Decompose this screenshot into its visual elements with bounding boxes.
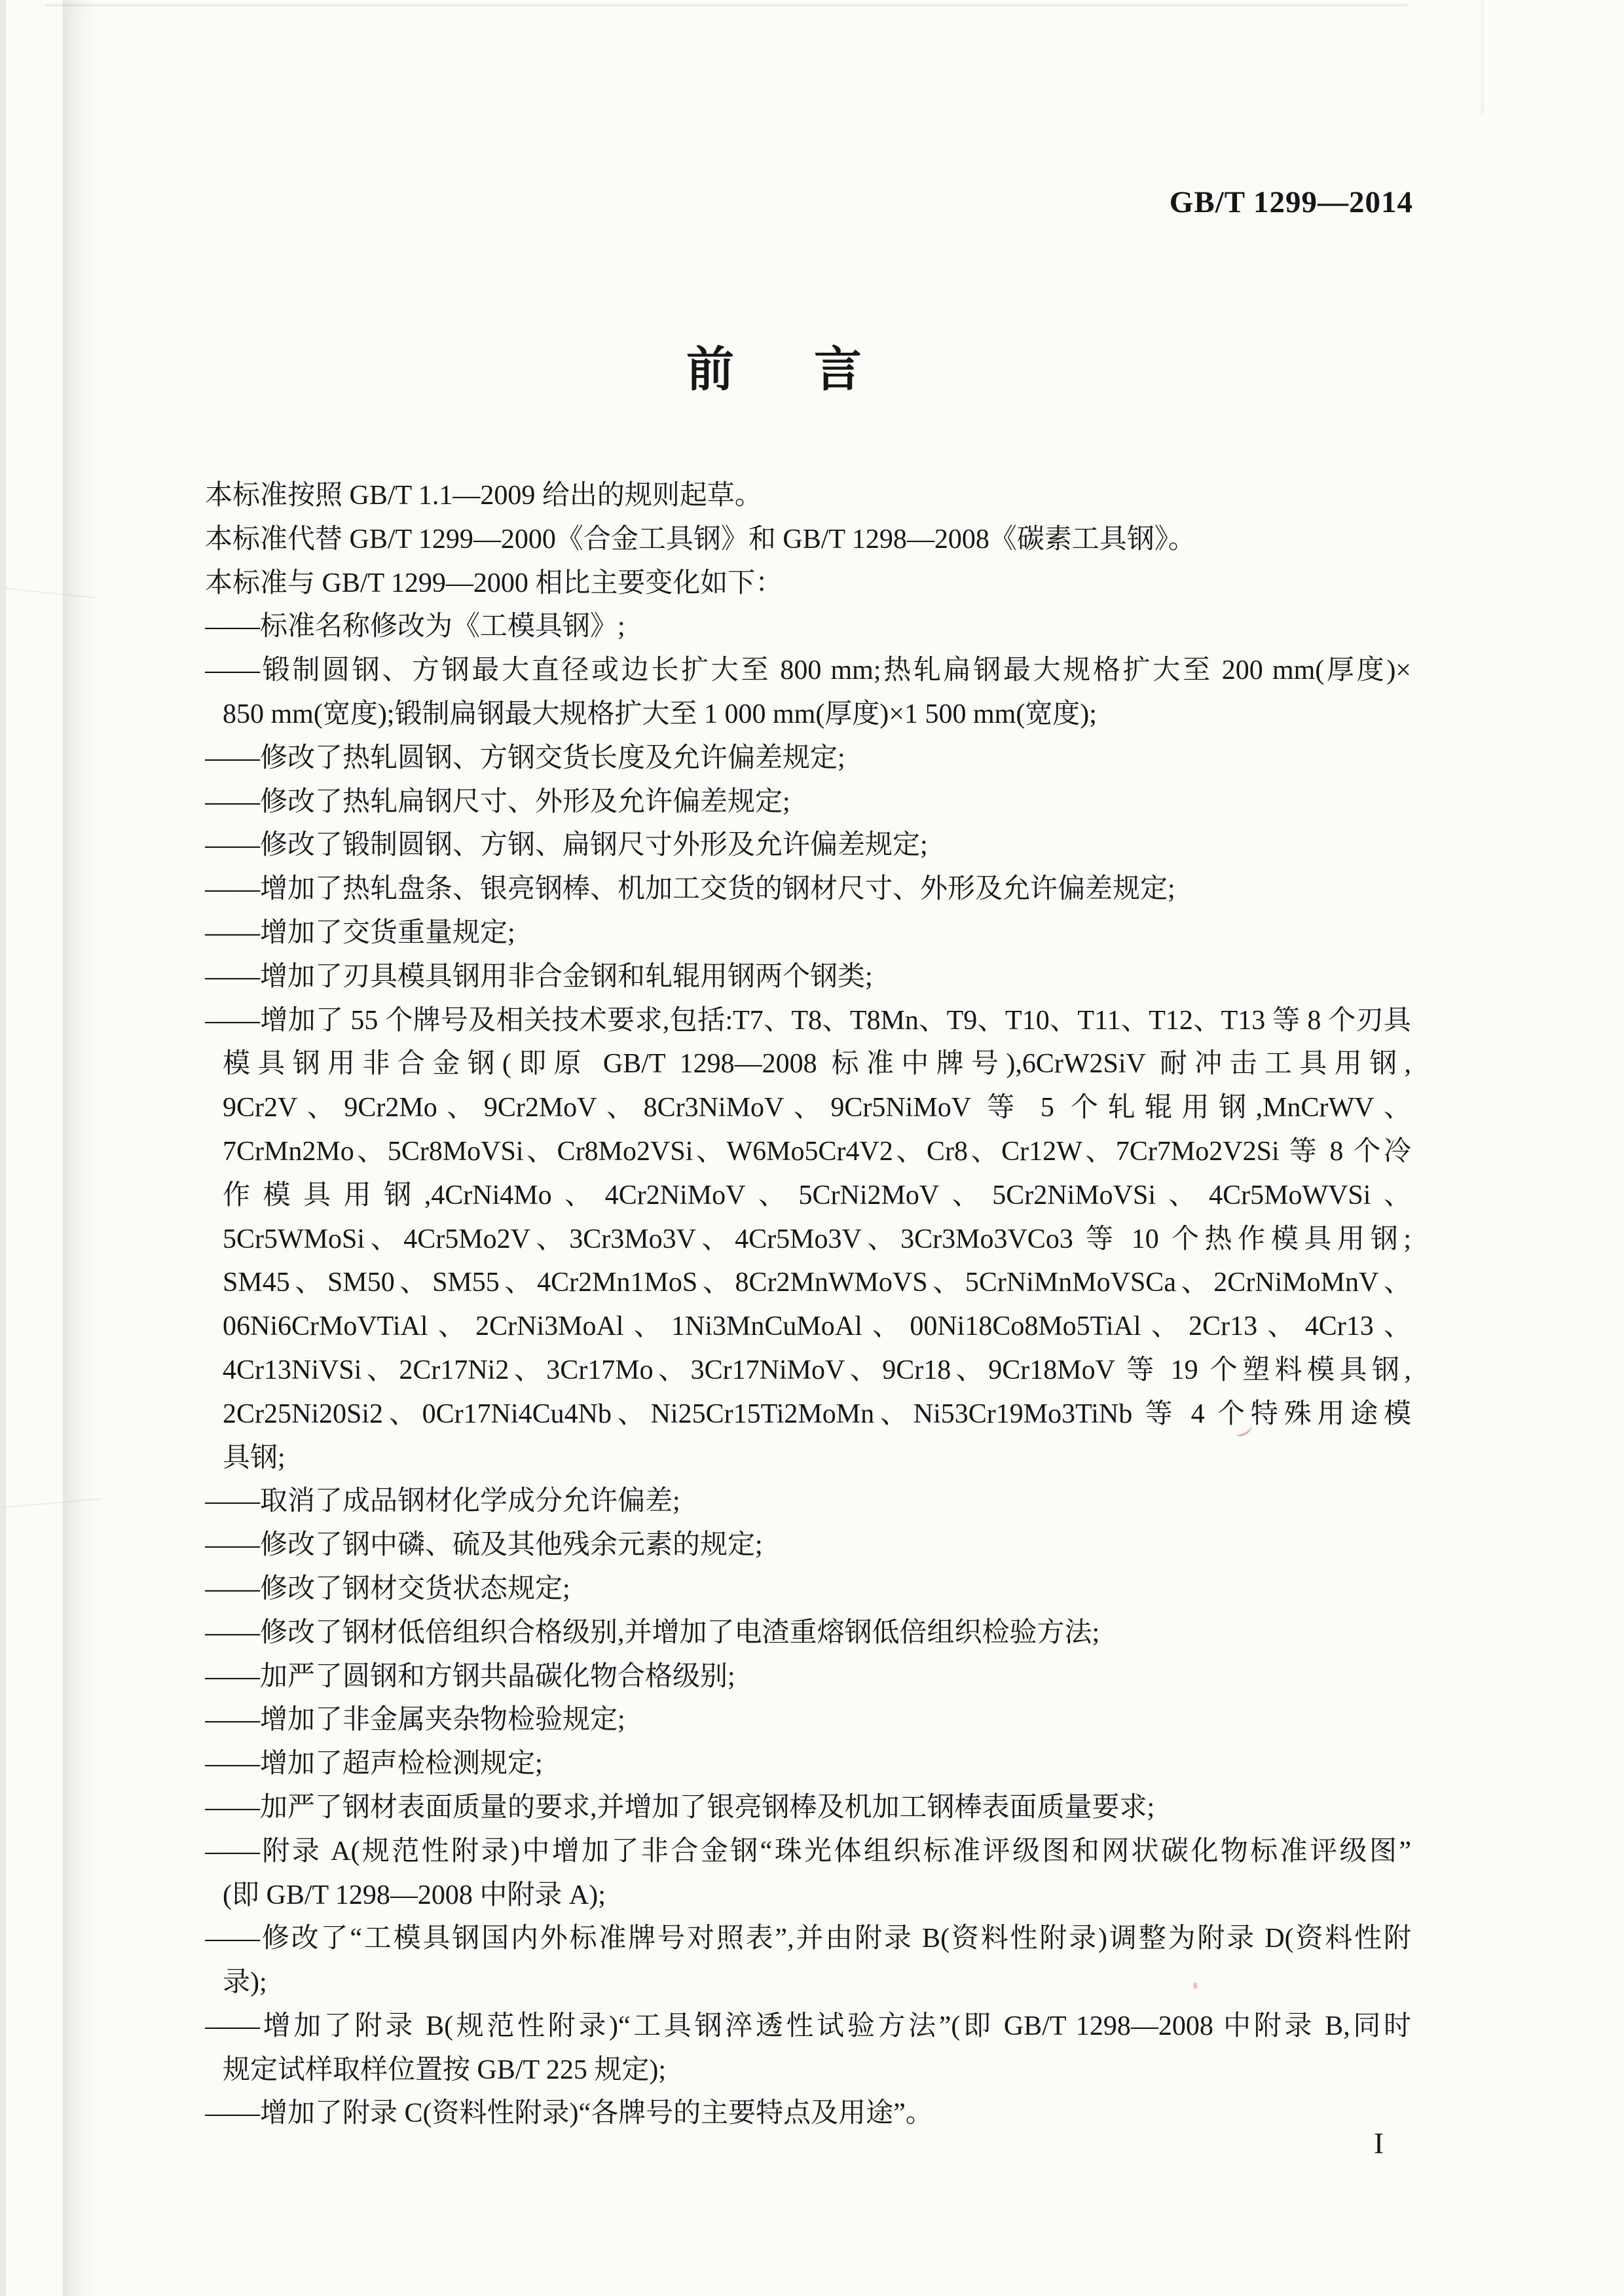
document-line: ——增加了交货重量规定; [205, 917, 515, 948]
document-line: 本标准与 GB/T 1299—2000 相比主要变化如下： [205, 568, 783, 598]
document-line: 9Cr2V、9Cr2Mo、9Cr2MoV、8Cr3NiMoV、9Cr5NiMoV 等 5 个轧辊用钢,MnCrWV、 [223, 1093, 1411, 1123]
document-line: SM45、SM50、SM55、4Cr2Mn1MoS、8Cr2MnWMoVS、5CrNiMnMoVSCa、2CrNiMoMnV、 [223, 1267, 1411, 1298]
scan-left-edge [0, 0, 6, 2296]
document-line: ——修改了锻制圆钢、方钢、扁钢尺寸外形及允许偏差规定; [205, 830, 928, 861]
document-line: 4Cr13NiVSi、2Cr17Ni2、3Cr17Mo、3Cr17NiMoV、9Cr18、9Cr18MoV 等 19 个塑料模具钢, [223, 1355, 1411, 1385]
document-line: ——增加了热轧盘条、银亮钢棒、机加工交货的钢材尺寸、外形及允许偏差规定; [205, 874, 1175, 905]
page-number: I [1374, 2127, 1384, 2160]
document-line: ——标准名称修改为《工模具钢》; [205, 611, 625, 642]
document-line: ——修改了钢材交货状态规定; [205, 1573, 570, 1604]
document-line: ——修改了热轧扁钢尺寸、外形及允许偏差规定; [205, 786, 790, 817]
document-line: ——修改了钢材低倍组织合格级别,并增加了电渣重熔钢低倍组织检验方法; [205, 1617, 1100, 1648]
document-line: 06Ni6CrMoVTiAl、2CrNi3MoAl、1Ni3MnCuMoAl、00Ni18Co8Mo5TiAl、2Cr13、4Cr13、 [223, 1311, 1411, 1342]
scan-right-streak [1481, 0, 1484, 115]
document-line: ——增加了 55 个牌号及相关技术要求,包括:T7、T8、T8Mn、T9、T10、T11、T12、T13 等 8 个刃具 [205, 1005, 1411, 1036]
document-line: 850 mm(宽度);锻制扁钢最大规格扩大至 1 000 mm(厚度)×1 500 mm(宽度); [223, 699, 1097, 729]
foreword-body [205, 474, 1411, 2136]
document-line: 具钢; [223, 1442, 286, 1473]
document-line: ——修改了热轧圆钢、方钢交货长度及允许偏差规定; [205, 742, 845, 773]
document-line: 作模具用钢,4CrNi4Mo、4Cr2NiMoV、5CrNi2MoV、5Cr2NiMoVSi、4Cr5MoWVSi、 [223, 1180, 1411, 1211]
document-line: 5Cr5WMoSi、4Cr5Mo2V、3Cr3Mo3V、4Cr5Mo3V、3Cr3Mo3VCo3 等 10 个热作模具用钢; [223, 1224, 1411, 1254]
document-line: 规定试样取样位置按 GB/T 225 规定); [223, 2054, 667, 2085]
document-line: 本标准代替 GB/T 1299—2000《合金工具钢》和 GB/T 1298—2008《碳素工具钢》。 [205, 524, 1196, 555]
document-line: ——修改了钢中磷、硫及其他残余元素的规定; [205, 1530, 763, 1561]
document-line: ——锻制圆钢、方钢最大直径或边长扩大至 800 mm;热轧扁钢最大规格扩大至 200 mm(厚度)× [205, 655, 1411, 686]
document-line: ——加严了圆钢和方钢共晶碳化物合格级别; [205, 1661, 735, 1692]
standard-code-header: GB/T 1299—2014 [1169, 185, 1413, 219]
document-line: ——修改了“工模具钢国内外标准牌号对照表”,并由附录 B(资料性附录)调整为附录 D(资料性附 [205, 1923, 1411, 1954]
document-line: 本标准按照 GB/T 1.1—2009 给出的规则起草。 [205, 481, 762, 511]
title-char-qian: 前 [686, 343, 734, 396]
scan-left-shadow [63, 0, 94, 2296]
document-line: ——增加了附录 B(规范性附录)“工具钢淬透性试验方法”(即 GB/T 1298—2008 中附录 B,同时 [205, 2011, 1411, 2041]
document-line: 2Cr25Ni20Si2、0Cr17Ni4Cu4Nb、Ni25Cr15Ti2MoMn、Ni53Cr19Mo3TiNb 等 4 个特殊用途模 [223, 1398, 1411, 1429]
title-char-yan: 言 [814, 343, 862, 396]
document-line: ——取消了成品钢材化学成分允许偏差; [205, 1486, 680, 1517]
document-line: ——加严了钢材表面质量的要求,并增加了银亮钢棒及机加工钢棒表面质量要求; [205, 1792, 1155, 1823]
document-line: ——增加了刃具模具钢用非合金钢和轧辊用钢两个钢类; [205, 961, 873, 992]
document-line: ——附录 A(规范性附录)中增加了非合金钢“珠光体组织标准评级图和网状碳化物标准评级图” [205, 1836, 1411, 1867]
document-line: (即 GB/T 1298—2008 中附录 A); [223, 1880, 606, 1910]
document-line: ——增加了超声检检测规定; [205, 1749, 543, 1779]
document-line: 7CrMn2Mo、5Cr8MoVSi、Cr8Mo2VSi、W6Mo5Cr4V2、Cr8、Cr12W、7Cr7Mo2V2Si 等 8 个冷 [223, 1136, 1411, 1167]
document-line: 录); [223, 1967, 267, 1998]
document-line: ——增加了非金属夹杂物检验规定; [205, 1705, 625, 1736]
document-line: 模具钢用非合金钢(即原 GB/T 1298—2008 标准中牌号),6CrW2SiV 耐冲击工具用钢, [223, 1049, 1411, 1080]
scan-top-edge [46, 4, 1408, 7]
document-line: ——增加了附录 C(资料性附录)“各牌号的主要特点及用途”。 [205, 2098, 933, 2129]
page-title [686, 331, 862, 399]
